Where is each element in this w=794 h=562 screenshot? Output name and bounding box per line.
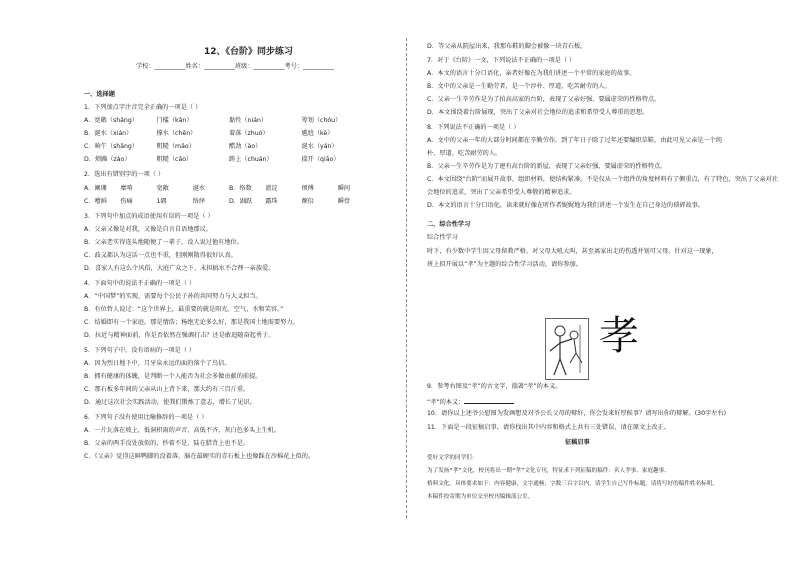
option: A．“中国梦”的实现，需要每个公民子孙的共同努力与大义担当。	[84, 293, 262, 300]
question-stem: 9．参考右图及“孝”的古文字，揣著“孝”的本义。	[427, 383, 562, 390]
option: 流淀	[265, 185, 278, 192]
option: 尴尬（kè）	[301, 130, 334, 137]
option: 烦傅	[301, 185, 314, 192]
option: 伤痛	[120, 198, 133, 205]
question-stem: 10．请你以上述爷公慰图为发画想及对爷公长父母的辩好，你会发来好厚候事？请写出你的辩解。(30字左右)	[427, 410, 727, 417]
option: C．那石板多年间的父亲从山上背下来，那大约有三百斤重。	[84, 386, 250, 393]
option: 筹划（chóu）	[301, 117, 342, 124]
option: 揣开（qiāo）	[301, 156, 340, 163]
option: D．本文的语言十分口语化，读来就好像在听作者娓娓地为我们讲述一个发生在自己身边的琐碎故事。	[427, 202, 705, 209]
option: A．宽敞（shǎng）	[84, 117, 138, 124]
option: A．文中的父亲一年的大部分时间都在辛勤劳作，到了年日子除了过年还要编织草鞋，由此可见父亲是一个纯	[427, 137, 723, 144]
answer-label: “孝”的本义：	[427, 399, 465, 406]
option: 着落（zhuó）	[229, 130, 269, 137]
option: B．父亲一生辛劳作是为了建有高台阶的新屋，表现了父亲好强、要属虚荣的性格特点。	[427, 163, 667, 170]
option: 朴、厚道、吃苦耐劳的人。	[427, 150, 502, 157]
option: C．晌午（shǎng）	[84, 143, 139, 150]
option: 涎水（yán）	[301, 143, 338, 150]
answer-blank[interactable]	[464, 397, 514, 404]
option-row	[84, 186, 374, 192]
option: 瞬骨	[337, 198, 351, 205]
question-stem: 7．对于《台阶》一文，下列说法不正确的一项是（ ）	[427, 57, 576, 64]
option: 颠倍	[301, 198, 314, 205]
essay-line: 为了发扬“孝”文化，校刊将出一期“孝”文化专刊，特征求下列征稿的稿件：名人孝事、家庭趣事、	[427, 468, 670, 474]
option: B．父亲的两手没处放似的，抄着不是，陆在腊背上也不是。	[84, 440, 250, 447]
option-row	[84, 199, 374, 205]
option: 黏性（nián）	[229, 117, 268, 124]
option: 糜啃	[120, 185, 133, 192]
option: C．歧义都认为这话一点也不重，但刚刚散得很好认真。	[84, 252, 237, 259]
page-title: 12、《台阶》同步练习	[204, 47, 294, 57]
option: 涎水	[192, 185, 206, 192]
question-stem: 5．下列句子中，没有语病的一项是（ ）	[84, 347, 196, 354]
option: D．喜家人有这么个风俗，大庭广众之下，未担搞水不合理一亲族爱。	[84, 265, 275, 272]
option-row	[84, 118, 374, 124]
student-info-line: 学校：__________姓名：__________班级：__________考号：__________	[136, 63, 334, 70]
option: 醋劲（ào）	[229, 143, 262, 150]
option: D．烦躁（zào）	[84, 156, 131, 163]
question-stem: 2．选出有错别字的一项（ ）	[84, 171, 165, 178]
answer-line	[427, 397, 514, 406]
question-stem: 11．下面是一段征稿启事，请你找出其中内容和格式上共有三处错误，请在原文上改正。	[427, 424, 670, 431]
option: C．本文围绕“台阶”而展开故事，组织材料，使结构紧凑，不是仅从一个组件的角度材料有了侧重点，有了特色，突出了父亲对社	[427, 176, 779, 183]
option: C．结婚即有一个家庭，那是情浩；杨绝无论多么好，那是我国土地需要努力。	[84, 319, 299, 326]
option: 露珠	[265, 198, 278, 205]
option: D．本文围绕着台阶展现，突出了父亲对社会地位的追求和希望受人尊重的思想。	[427, 109, 649, 116]
option: B．涎水（xián）	[84, 130, 133, 137]
column-divider	[406, 38, 407, 518]
subsection-title: 综合性学习	[427, 234, 458, 241]
option: B．父亲老实得连头地随便了一辈子，没人说过他有地位。	[84, 239, 243, 246]
option: B．拥有健康的体魄，是判断一个人能否为社会多做贡献的前提。	[84, 373, 262, 380]
option: C．《父亲》觉得这鲜鸭脚的没着落，脑在最硬实的青石板上也像踩在沙棉花上似的。	[84, 453, 315, 460]
option: 1隅	[156, 198, 167, 205]
option: 门槛（kǎn）	[156, 117, 193, 124]
option: B．有位哲人说过：“这个世界上，最重要的就是阳光、空气、水和笑容。”	[84, 306, 284, 313]
option: D．拉近与精神面前，你是否依然在强调打击？还是敢追随奋起勇于。	[84, 332, 275, 339]
question-stem: 4．下面句中的说法不正确的一项是（ ）	[84, 280, 196, 287]
option-row	[84, 131, 374, 137]
option: C．父亲一生辛劳作是为了拍高高家的台阶，表现了父亲好强、要属虚荣的性格特点。	[427, 96, 661, 103]
question-stem: 3．下列句中加点的成语使用有误的一项是（ ）	[84, 213, 214, 220]
option: 粗糙（mǎo）	[156, 143, 195, 150]
essay-line: 本稿件投寄期为单位交至校刊编辑部公室。	[427, 494, 534, 500]
option: B．络数	[229, 185, 252, 192]
section-heading: 一、选择题	[84, 91, 115, 98]
essay-line: 格料文化。具体要求如下：内容健康，文字通畅，字数三百字以内，请学生自己写作标题。请将写好的稿件姓名标明，	[427, 481, 718, 487]
essay-line: 爱好文学的同学们：	[427, 455, 478, 461]
filial-piety-illustration	[545, 318, 589, 380]
elder-carrying-figure-icon	[546, 319, 588, 379]
option: A．一片瓦落在坡上，低洞积雨的声音，高低不齐，灰白色多头上生机。	[84, 427, 281, 434]
option: D．通过这次社会实践活动，使我们锻炼了意志，增长了见识。	[84, 399, 256, 406]
option: A．本文的语言十分口语化，亲者好像在为我们讲述一个平常的家庭的故事。	[427, 70, 636, 77]
option: 宽敞	[156, 185, 169, 192]
question-stem: 6．下列句子没有使用比喻修辞的一项是（ ）	[84, 414, 208, 421]
section-heading: 二、综合性学习	[427, 221, 471, 228]
option: D．踊跃	[229, 198, 253, 205]
option: A．父亲又像是对我，又像是自言自语地那议。	[84, 226, 212, 233]
essay-title: 征稿启事	[565, 439, 590, 446]
option: A．阑珊	[84, 185, 107, 192]
option: 撑水（chēn）	[156, 130, 197, 137]
paragraph-line: 班上拟开展以“孝”为主题的综合性学习活动，请你参加。	[427, 261, 582, 268]
option: 踌上（chuán）	[229, 156, 273, 163]
option: C．嘈鲜	[84, 198, 107, 205]
option: 会地位的追求，突出了父亲希望受人尊敬的精神追求。	[427, 189, 576, 196]
option: D．等父亲从院屋出来，我那布鞋的脚会被像一块青石板。	[427, 43, 587, 50]
question-stem: 1．下列加点字注音完全正确的一项是（ ）	[84, 104, 202, 111]
option: 络绎	[192, 198, 206, 205]
option: A．因为烈日地下中，月牙泉永远的面的落个了鸟信。	[84, 360, 231, 367]
paragraph-line: 时下，有少数中学生因父母留教严格，对父母大吼大叫，甚至离家出走的伤透并划可父母。针对这一现象，	[427, 248, 718, 255]
ancient-xiao-character: 孝	[599, 313, 639, 359]
option-row	[84, 144, 374, 150]
option: 瞬间	[337, 185, 351, 192]
option: 粗糙（cāo）	[156, 156, 193, 163]
option-row	[84, 157, 374, 163]
question-stem: 8．下列说法不正确的一项是（ ）	[427, 124, 520, 131]
option: B．文中的父亲是一生勤劳者，是一个淳朴、厚道、吃苦耐劳的人。	[427, 83, 611, 90]
